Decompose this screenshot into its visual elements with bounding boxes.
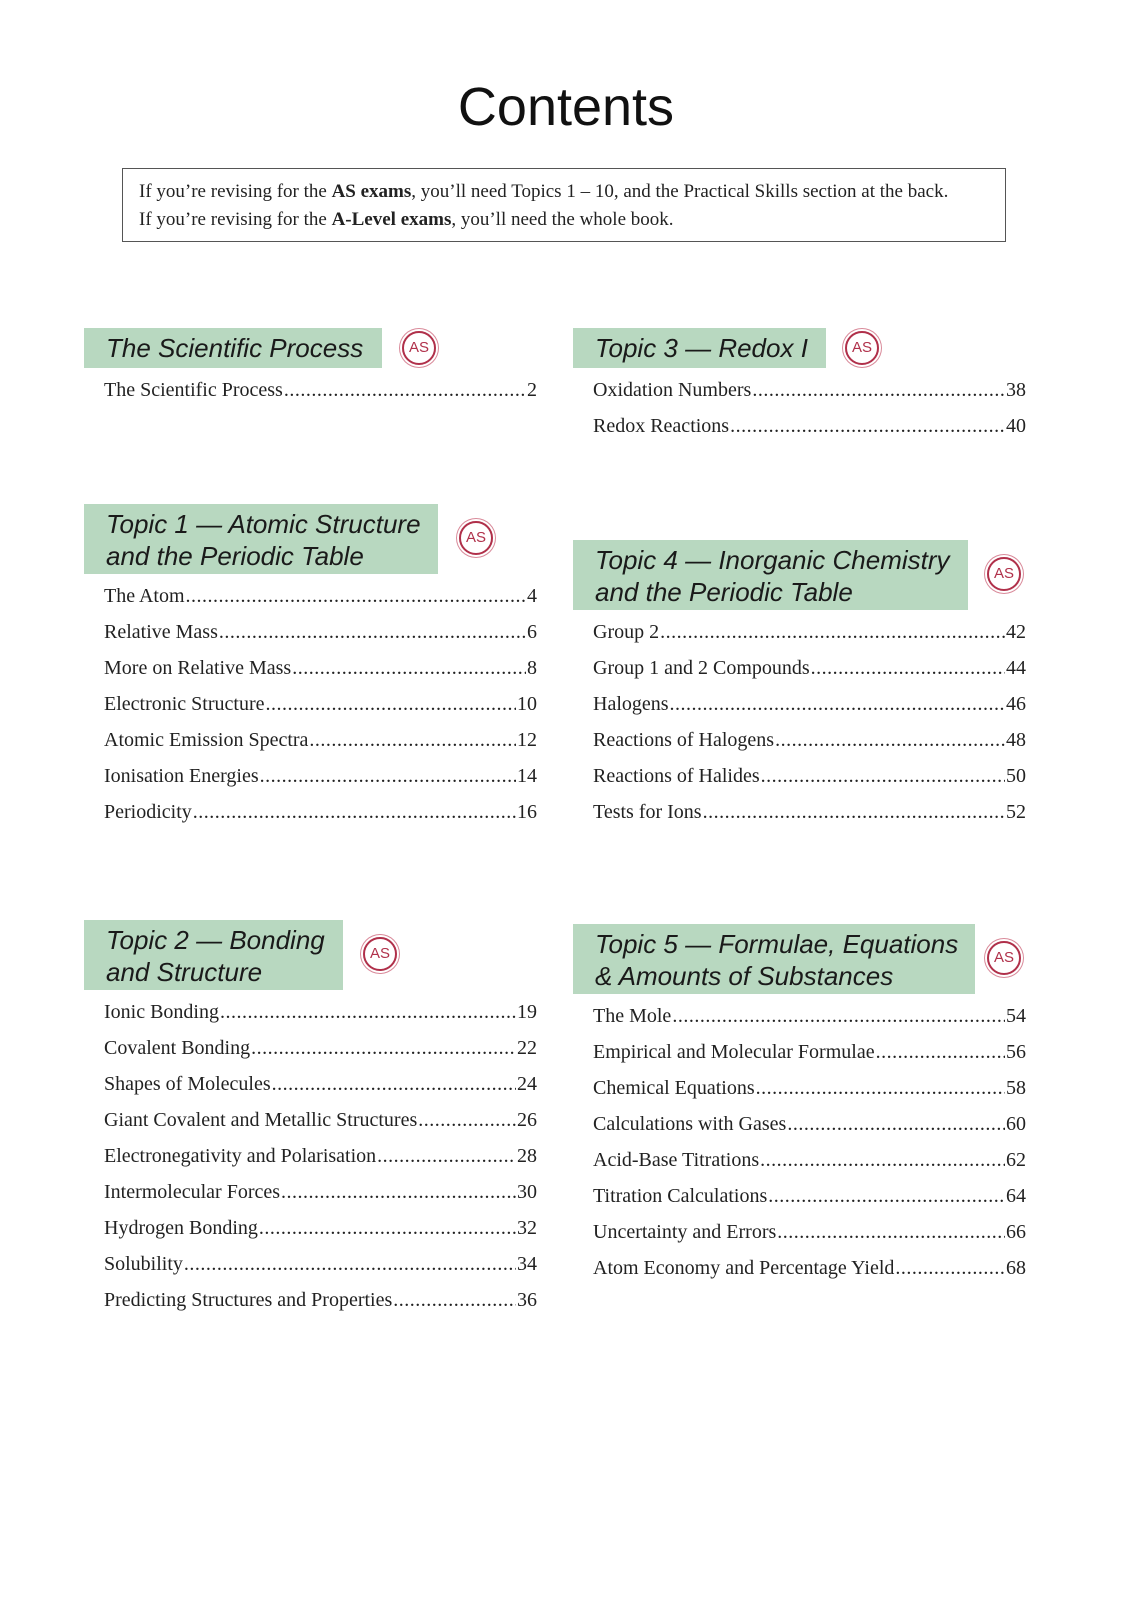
toc-entry[interactable] (104, 729, 537, 765)
as-badge-icon: AS (459, 521, 493, 555)
toc-entry[interactable] (104, 1073, 537, 1109)
toc-entry[interactable] (104, 585, 537, 621)
toc-entry-label: Chemical Equations (593, 1077, 755, 1099)
toc-entry[interactable] (593, 1257, 1026, 1293)
toc-entry-page: 38 (1006, 379, 1026, 401)
toc-entry-label: Redox Reactions (593, 415, 730, 437)
toc-entry-label: Titration Calculations (593, 1185, 768, 1207)
toc-entry-label: Intermolecular Forces (104, 1181, 281, 1203)
section-title: Topic 5 — Formulae, Equations & Amounts of Substances (573, 924, 975, 994)
toc-entry-page: 52 (1006, 801, 1026, 823)
toc-entry[interactable] (104, 693, 537, 729)
toc-entry-page: 48 (1006, 729, 1026, 751)
dot-leader (660, 621, 1005, 644)
toc-entry-page: 22 (517, 1037, 537, 1059)
section-title: Topic 2 — Bonding and Structure (84, 920, 343, 990)
toc-entry-page: 62 (1006, 1149, 1026, 1171)
toc-entry-page: 40 (1006, 415, 1026, 437)
note-line-1 (139, 178, 989, 206)
toc-entry-label: Ionic Bonding (104, 1001, 219, 1023)
toc-entry-page: 68 (1006, 1257, 1026, 1279)
dot-leader (186, 585, 526, 608)
toc-entry-label: Predicting Structures and Properties (104, 1289, 393, 1311)
toc-entry[interactable] (104, 657, 537, 693)
dot-leader (768, 1185, 1005, 1208)
toc-entry[interactable] (593, 801, 1026, 837)
toc-entry-page: 36 (517, 1289, 537, 1311)
dot-leader (309, 729, 516, 752)
toc-entry-page: 34 (517, 1253, 537, 1275)
toc-entry-label: Atomic Emission Spectra (104, 729, 309, 751)
toc-entry-label: More on Relative Mass (104, 657, 292, 679)
toc-entry-page: 12 (517, 729, 537, 751)
toc-entry[interactable] (104, 765, 537, 801)
toc-entry-page: 50 (1006, 765, 1026, 787)
toc-list (593, 379, 1026, 451)
note-text: If you’re revising for the (139, 181, 332, 202)
toc-entry-page: 56 (1006, 1041, 1026, 1063)
toc-entry-page: 46 (1006, 693, 1026, 715)
dot-leader (876, 1041, 1005, 1064)
toc-entry-label: The Mole (593, 1005, 672, 1027)
dot-leader (895, 1257, 1005, 1280)
toc-entry-page: 32 (517, 1217, 537, 1239)
dot-leader (761, 765, 1005, 788)
toc-entry[interactable] (593, 765, 1026, 801)
toc-entry[interactable] (593, 657, 1026, 693)
toc-entry-label: Solubility (104, 1253, 183, 1275)
toc-entry-label: Reactions of Halides (593, 765, 760, 787)
toc-entry-label: Group 2 (593, 621, 660, 643)
note-line-2 (139, 206, 989, 234)
section-title: Topic 1 — Atomic Structure and the Periodic Table (84, 504, 438, 574)
toc-entry-page: 28 (517, 1145, 537, 1167)
toc-entry-page: 16 (517, 801, 537, 823)
toc-entry-page: 8 (527, 657, 537, 679)
toc-entry[interactable] (104, 1109, 537, 1145)
toc-entry[interactable] (104, 621, 537, 657)
toc-list (104, 379, 537, 415)
toc-list (593, 1005, 1026, 1293)
toc-entry-page: 14 (517, 765, 537, 787)
toc-entry-page: 4 (527, 585, 537, 607)
toc-entry[interactable] (593, 729, 1026, 765)
as-badge-icon: AS (987, 941, 1021, 975)
toc-list (593, 621, 1026, 837)
toc-entry-page: 44 (1006, 657, 1026, 679)
toc-entry[interactable] (104, 1145, 537, 1181)
dot-leader (219, 621, 526, 644)
as-badge-icon: AS (845, 331, 879, 365)
toc-entry[interactable] (104, 801, 537, 837)
note-text: If you’re revising for the (139, 209, 332, 230)
dot-leader (730, 415, 1005, 438)
dot-leader (670, 693, 1005, 716)
dot-leader (272, 1073, 516, 1096)
toc-entry-label: Atom Economy and Percentage Yield (593, 1257, 895, 1279)
toc-entry-label: Periodicity (104, 801, 192, 823)
as-badge-icon: AS (363, 937, 397, 971)
dot-leader (377, 1145, 516, 1168)
toc-entry-page: 6 (527, 621, 537, 643)
dot-leader (281, 1181, 516, 1204)
toc-entry-label: The Scientific Process (104, 379, 283, 401)
toc-entry-page: 54 (1006, 1005, 1026, 1027)
dot-leader (672, 1005, 1005, 1028)
toc-entry-page: 60 (1006, 1113, 1026, 1135)
toc-entry[interactable] (104, 1217, 537, 1253)
dot-leader (760, 1149, 1005, 1172)
toc-entry-page: 26 (517, 1109, 537, 1131)
note-text: , you’ll need the whole book. (451, 209, 674, 230)
toc-entry[interactable] (593, 379, 1026, 415)
toc-entry-label: Electronic Structure (104, 693, 265, 715)
section-title: Topic 3 — Redox I (573, 328, 826, 368)
dot-leader (266, 693, 517, 716)
toc-entry[interactable] (104, 1001, 537, 1037)
toc-entry[interactable] (104, 379, 537, 415)
toc-entry-label: Tests for Ions (593, 801, 702, 823)
toc-list (104, 585, 537, 837)
toc-entry-page: 19 (517, 1001, 537, 1023)
dot-leader (251, 1037, 516, 1060)
dot-leader (220, 1001, 516, 1024)
toc-entry[interactable] (593, 621, 1026, 657)
as-badge-icon: AS (402, 331, 436, 365)
toc-entry-page: 2 (527, 379, 537, 401)
dot-leader (193, 801, 516, 824)
toc-entry[interactable] (593, 1041, 1026, 1077)
toc-entry-page: 30 (517, 1181, 537, 1203)
toc-entry-label: Halogens (593, 693, 669, 715)
dot-leader (260, 765, 516, 788)
toc-entry[interactable] (104, 1037, 537, 1073)
toc-entry-page: 58 (1006, 1077, 1026, 1099)
dot-leader (777, 1221, 1005, 1244)
dot-leader (292, 657, 526, 680)
toc-entry-label: Ionisation Energies (104, 765, 259, 787)
dot-leader (703, 801, 1005, 824)
dot-leader (393, 1289, 516, 1312)
toc-entry[interactable] (104, 1181, 537, 1217)
note-bold: A-Level exams (331, 209, 452, 230)
dot-leader (775, 729, 1005, 752)
toc-entry-label: Electronegativity and Polarisation (104, 1145, 377, 1167)
toc-entry[interactable] (104, 1253, 537, 1289)
toc-entry[interactable] (593, 1221, 1026, 1257)
revision-note (122, 168, 1006, 242)
dot-leader (284, 379, 526, 402)
toc-entry-label: Giant Covalent and Metallic Structures (104, 1109, 418, 1131)
toc-entry-label: Acid-Base Titrations (593, 1149, 760, 1171)
dot-leader (259, 1217, 516, 1240)
dot-leader (418, 1109, 516, 1132)
toc-entry[interactable] (593, 1149, 1026, 1185)
toc-entry[interactable] (593, 1077, 1026, 1113)
toc-list (104, 1001, 537, 1325)
toc-entry-label: Shapes of Molecules (104, 1073, 271, 1095)
note-bold: AS exams (331, 181, 412, 202)
toc-entry-label: Reactions of Halogens (593, 729, 775, 751)
section-title: The Scientific Process (84, 328, 382, 368)
dot-leader (756, 1077, 1005, 1100)
toc-entry[interactable] (593, 1113, 1026, 1149)
toc-entry-page: 24 (517, 1073, 537, 1095)
dot-leader (811, 657, 1005, 680)
dot-leader (787, 1113, 1005, 1136)
toc-entry-label: Covalent Bonding (104, 1037, 251, 1059)
toc-entry-page: 64 (1006, 1185, 1026, 1207)
toc-entry-page: 10 (517, 693, 537, 715)
toc-entry-page: 66 (1006, 1221, 1026, 1243)
as-badge-icon: AS (987, 557, 1021, 591)
toc-entry[interactable] (593, 1185, 1026, 1221)
toc-entry[interactable] (593, 1005, 1026, 1041)
toc-entry-label: Hydrogen Bonding (104, 1217, 258, 1239)
toc-entry-label: Oxidation Numbers (593, 379, 752, 401)
toc-entry[interactable] (104, 1289, 537, 1325)
note-text: , you’ll need Topics 1 – 10, and the Practical Skills section at the back. (411, 181, 949, 202)
page-title: Contents (457, 77, 675, 137)
toc-entry-label: Relative Mass (104, 621, 218, 643)
dot-leader (184, 1253, 516, 1276)
dot-leader (752, 379, 1005, 402)
toc-entry-label: Uncertainty and Errors (593, 1221, 777, 1243)
toc-entry-label: Group 1 and 2 Compounds (593, 657, 810, 679)
toc-entry-label: Empirical and Molecular Formulae (593, 1041, 875, 1063)
toc-entry[interactable] (593, 693, 1026, 729)
section-title: Topic 4 — Inorganic Chemistry and the Periodic Table (573, 540, 968, 610)
toc-entry-label: Calculations with Gases (593, 1113, 787, 1135)
toc-entry[interactable] (593, 415, 1026, 451)
toc-entry-page: 42 (1006, 621, 1026, 643)
toc-entry-label: The Atom (104, 585, 185, 607)
